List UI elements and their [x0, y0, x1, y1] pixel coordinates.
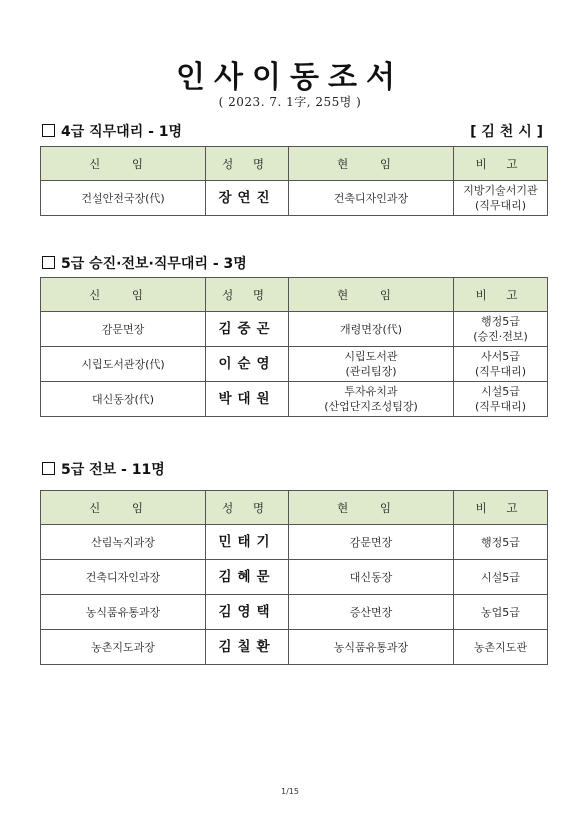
current-position-cell: 농식품유통과장	[289, 630, 454, 665]
person-name-cell: 민태기	[206, 525, 289, 560]
section-title: 5급 승진·전보·직무대리 - 3명	[61, 256, 247, 272]
personnel-table-1	[40, 146, 548, 216]
new-position-cell: 시립도서관장(代)	[41, 347, 206, 382]
new-position-cell: 농식품유통과장	[41, 595, 206, 630]
page-number: 1/15	[281, 787, 299, 796]
section-heading-3	[42, 459, 547, 479]
person-name-cell: 김혜문	[206, 560, 289, 595]
personnel-table-2	[40, 277, 548, 417]
note-cell: 농업5급	[454, 595, 548, 630]
new-position-cell: 건축디자인과장	[41, 560, 206, 595]
note-cell: 시설5급	[454, 560, 548, 595]
section-heading-1	[42, 121, 547, 141]
current-position-cell: 투자유치과 (산업단지조성팀장)	[289, 382, 454, 417]
column-header-name: 성 명	[206, 491, 289, 525]
table-header-row	[41, 491, 548, 525]
table-row	[41, 525, 548, 560]
table-row	[41, 630, 548, 665]
new-position-cell: 농촌지도과장	[41, 630, 206, 665]
person-name-cell: 김중곤	[206, 312, 289, 347]
note-cell: 지방기술서기관 (직무대리)	[454, 181, 548, 216]
new-position-cell: 대신동장(代)	[41, 382, 206, 417]
current-position-cell: 건축디자인과장	[289, 181, 454, 216]
new-position-cell: 감문면장	[41, 312, 206, 347]
personnel-table-3	[40, 490, 548, 665]
note-cell: 행정5급 (승진·전보)	[454, 312, 548, 347]
section-title: 5급 전보 - 11명	[61, 462, 165, 478]
note-cell: 농촌지도관	[454, 630, 548, 665]
current-position-cell: 대신동장	[289, 560, 454, 595]
table-row	[41, 312, 548, 347]
table-row	[41, 382, 548, 417]
current-position-cell: 시립도서관 (관리팀장)	[289, 347, 454, 382]
column-header-new: 신 임	[41, 491, 206, 525]
column-header-name: 성 명	[206, 278, 289, 312]
current-position-cell: 감문면장	[289, 525, 454, 560]
note-cell: 시설5급 (직무대리)	[454, 382, 548, 417]
section-heading-2	[42, 253, 547, 273]
column-header-note: 비 고	[454, 147, 548, 181]
column-header-new: 신 임	[41, 147, 206, 181]
document-title: 인사이동조서	[176, 60, 404, 95]
section-title: 4급 직무대리 - 1명	[61, 124, 183, 140]
person-name-cell: 장연진	[206, 181, 289, 216]
column-header-note: 비 고	[454, 278, 548, 312]
checkbox-square-icon	[42, 462, 55, 475]
new-position-cell: 산림녹지과장	[41, 525, 206, 560]
person-name-cell: 김영택	[206, 595, 289, 630]
new-position-cell: 건설안전국장(代)	[41, 181, 206, 216]
table-row	[41, 595, 548, 630]
table-header-row	[41, 278, 548, 312]
note-cell: 사서5급 (직무대리)	[454, 347, 548, 382]
column-header-current: 현 임	[289, 278, 454, 312]
person-name-cell: 김칠환	[206, 630, 289, 665]
current-position-cell: 개령면장(代)	[289, 312, 454, 347]
table-row	[41, 181, 548, 216]
checkbox-square-icon	[42, 124, 55, 137]
checkbox-square-icon	[42, 256, 55, 269]
city-label: [ 김 천 시 ]	[470, 124, 543, 140]
current-position-cell: 증산면장	[289, 595, 454, 630]
column-header-current: 현 임	[289, 147, 454, 181]
column-header-name: 성 명	[206, 147, 289, 181]
table-row	[41, 347, 548, 382]
note-cell: 행정5급	[454, 525, 548, 560]
person-name-cell: 박대원	[206, 382, 289, 417]
document-subtitle: ( 2023. 7. 1字, 255명 )	[218, 95, 362, 109]
table-header-row	[41, 147, 548, 181]
column-header-current: 현 임	[289, 491, 454, 525]
column-header-new: 신 임	[41, 278, 206, 312]
person-name-cell: 이순영	[206, 347, 289, 382]
column-header-note: 비 고	[454, 491, 548, 525]
table-row	[41, 560, 548, 595]
